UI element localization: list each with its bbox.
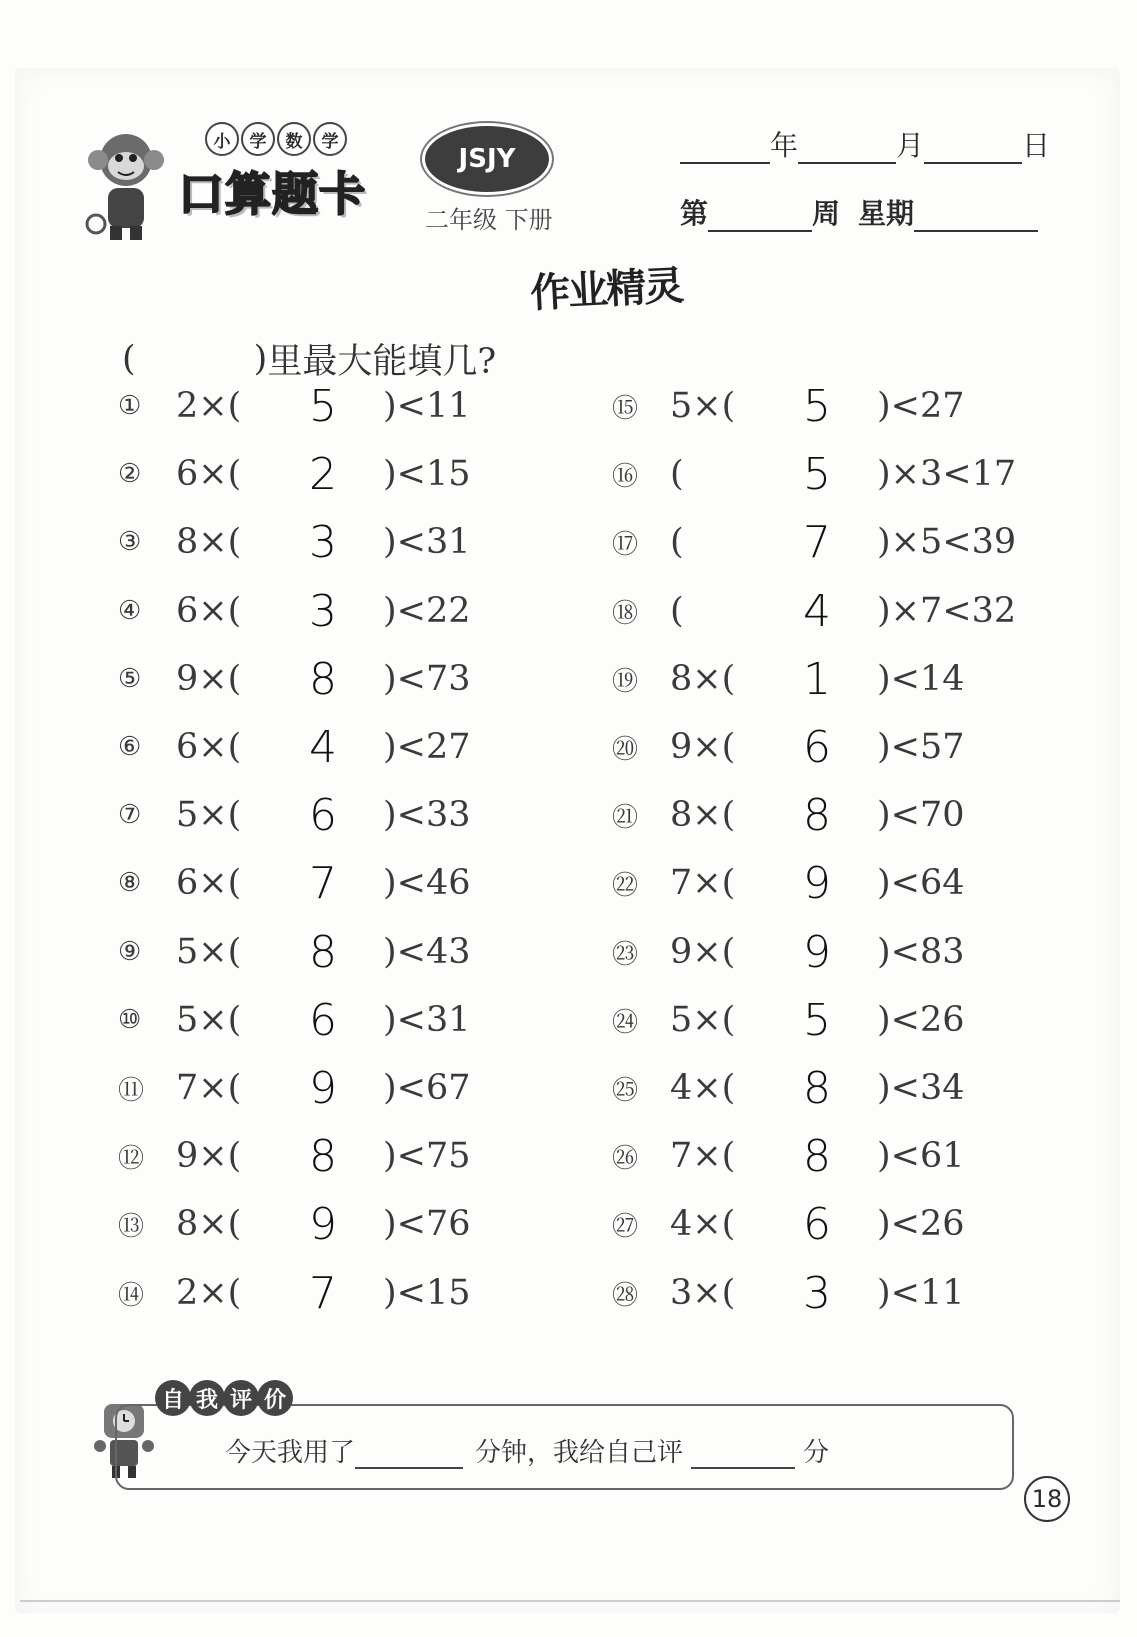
problem-left: 8×( [670,659,736,699]
problem-item [612,1131,992,1181]
problem-right: )<64 [877,863,965,903]
problem-number: ⑦ [118,800,142,830]
problem-number: ⑫ [118,1143,145,1174]
problem-left: 7×( [176,1068,242,1108]
problem-left: ( [670,522,684,562]
problem-answer[interactable]: 9 [309,1198,337,1250]
problem-item [118,790,498,840]
problem-answer[interactable]: 3 [803,1267,831,1319]
problem-answer[interactable]: 9 [309,1062,337,1114]
year-blank[interactable] [680,132,770,164]
problem-right: )<27 [383,727,471,767]
instruction-paren-close: ) [253,339,268,379]
problem-item [612,722,992,772]
problem-right: )×5<39 [877,522,1017,562]
problem-answer[interactable]: 5 [803,380,831,432]
handwritten-note: 作业精灵 [529,263,684,317]
problem-right: )<15 [383,1273,471,1313]
problem-item [612,995,992,1045]
problem-right: )<27 [877,386,965,426]
problem-number: ⑬ [118,1211,145,1242]
problem-left: 6×( [176,727,242,767]
problem-item [118,1199,498,1249]
brand-char: 小 [205,122,239,156]
problem-number: ㉖ [612,1143,639,1174]
problem-left: 8×( [176,1204,242,1244]
problem-right: )<15 [383,454,471,494]
problem-number: ㉘ [612,1280,639,1311]
problem-right: )<83 [877,932,965,972]
brand-char: 数 [277,122,311,156]
problem-right: )×3<17 [877,454,1017,494]
brand-title: 口算题卡 [178,167,366,221]
problem-item [118,995,498,1045]
problem-answer[interactable]: 8 [309,653,337,705]
score-blank[interactable] [691,1441,795,1469]
problem-left: 6×( [176,591,242,631]
problem-left: 8×( [670,795,736,835]
self-evaluation-title [155,1380,291,1416]
problem-number: ㉑ [612,802,639,833]
problem-left: 9×( [176,659,242,699]
weekday-label: 星期 [858,197,915,230]
problem-answer[interactable]: 7 [309,1267,337,1319]
problem-item [612,858,992,908]
problem-number: ㉔ [612,1007,639,1038]
monkey-mascot-icon [82,130,170,242]
problem-right: )<75 [383,1136,471,1176]
eval-text-3: 分 [803,1438,830,1468]
problem-left: 9×( [176,1136,242,1176]
problem-answer[interactable]: 3 [309,585,337,637]
problem-answer[interactable]: 7 [803,516,831,568]
problem-number: ⑥ [118,732,142,762]
month-blank[interactable] [798,132,896,164]
year-label: 年 [770,129,799,162]
problem-number: ③ [118,527,142,557]
problem-answer[interactable]: 8 [309,1130,337,1182]
problem-right: )<57 [877,727,965,767]
problem-answer[interactable]: 8 [309,926,337,978]
problem-answer[interactable]: 5 [803,448,831,500]
instruction-paren-open: ( [122,339,136,379]
problem-answer[interactable]: 8 [803,789,831,841]
problem-number: ⑩ [118,1005,142,1035]
page-number: 18 [1024,1476,1070,1522]
problem-item [612,448,1017,500]
problem-number: ⑭ [118,1280,145,1311]
problem-item [612,1063,992,1113]
problem-left: 9×( [670,727,736,767]
self-evaluation-line [225,1432,829,1469]
week-prefix: 第 [680,197,709,230]
problem-number: ㉕ [612,1075,639,1106]
problem-right: )<26 [877,1000,965,1040]
problem-item [118,927,498,977]
problem-number: ⑯ [612,461,639,492]
date-fields [680,124,1050,164]
problem-left: 7×( [670,1136,736,1176]
problem-answer[interactable]: 4 [309,721,337,773]
problem-right: )<11 [877,1273,965,1313]
problem-number: ⑨ [118,937,142,967]
problem-left: 7×( [670,863,736,903]
problem-right: )<11 [383,386,471,426]
problem-right: )×7<32 [877,591,1017,631]
month-label: 月 [896,129,925,162]
problem-item [612,654,992,704]
eval-char: 评 [223,1380,259,1416]
problem-right: )<46 [383,863,471,903]
brand-subtitle [205,122,347,156]
problem-left: 5×( [670,386,736,426]
eval-char: 价 [257,1380,293,1416]
problem-left: 5×( [176,795,242,835]
problem-answer[interactable]: 1 [803,653,831,705]
problem-item [612,927,992,977]
problem-answer[interactable]: 9 [803,857,831,909]
problem-answer[interactable]: 6 [309,994,337,1046]
day-label: 日 [1022,129,1051,162]
problem-number: ② [118,459,142,489]
problem-number: ⑳ [612,734,639,765]
problem-item [612,1199,992,1249]
problem-left: 6×( [176,863,242,903]
problem-left: 5×( [176,1000,242,1040]
problem-left: 4×( [670,1204,736,1244]
problem-number: ④ [118,596,142,626]
brand-char: 学 [241,122,275,156]
problem-item [118,858,498,908]
publisher-badge: JSJY [425,126,549,192]
eval-char: 自 [155,1380,191,1416]
problem-right: )<76 [383,1204,471,1244]
eval-char: 我 [189,1380,225,1416]
problem-item [612,516,1017,568]
problem-right: )<14 [877,659,965,699]
problem-number: ⑰ [612,529,639,560]
problem-item [118,654,498,704]
problem-number: ㉒ [612,870,639,901]
problem-answer[interactable]: 5 [803,994,831,1046]
problem-number: ⑪ [118,1075,145,1106]
problem-left: 2×( [176,1273,242,1313]
week-fields [680,192,1038,232]
problem-item [118,517,498,567]
problem-item [612,585,1017,637]
problem-number: ㉗ [612,1211,639,1242]
problem-item [118,1063,498,1113]
problem-answer[interactable]: 6 [309,789,337,841]
brand-char: 学 [313,122,347,156]
problem-right: )<31 [383,522,471,562]
weekday-blank[interactable] [914,200,1038,232]
problem-left: 4×( [670,1068,736,1108]
problem-right: )<22 [383,591,471,631]
minutes-blank[interactable] [355,1441,463,1469]
problem-item [118,722,498,772]
problem-right: )<31 [383,1000,471,1040]
problem-right: )<33 [383,795,471,835]
problem-answer[interactable]: 2 [309,448,337,500]
problem-answer[interactable]: 7 [309,857,337,909]
problem-right: )<26 [877,1204,965,1244]
problem-answer[interactable]: 5 [309,380,337,432]
problem-right: )<43 [383,932,471,972]
problem-number: ⑧ [118,868,142,898]
problem-answer[interactable]: 8 [803,1062,831,1114]
problem-number: ⑲ [612,666,639,697]
problem-right: )<70 [877,795,965,835]
problem-item [118,1268,498,1318]
problem-answer[interactable]: 9 [803,926,831,978]
problem-item [612,1268,992,1318]
problem-answer[interactable]: 4 [803,585,831,637]
problem-left: ( [670,591,684,631]
problem-right: )<73 [383,659,471,699]
grade-label: 二年级 下册 [425,206,553,234]
problem-right: )<61 [877,1136,965,1176]
problem-left: 9×( [670,932,736,972]
problem-left: 5×( [670,1000,736,1040]
eval-text-2: 分钟，我给自己评 [475,1438,684,1468]
problem-item [118,586,498,636]
problem-answer[interactable]: 8 [803,1130,831,1182]
problem-number: ⑱ [612,598,639,629]
problem-right: )<34 [877,1068,965,1108]
problem-left: ( [670,454,684,494]
problem-left: 8×( [176,522,242,562]
problem-number: ⑤ [118,664,142,694]
problem-answer[interactable]: 6 [803,721,831,773]
instruction [122,334,496,384]
problem-item [118,381,498,431]
problem-number: ⑮ [612,393,639,424]
problem-left: 6×( [176,454,242,494]
week-blank[interactable] [708,200,812,232]
problem-item [612,790,992,840]
problem-item [612,381,992,431]
bottom-divider [20,1600,1120,1602]
problem-left: 2×( [176,386,242,426]
problem-number: ㉓ [612,939,639,970]
eval-text-1: 今天我用了 [225,1438,356,1468]
problem-left: 3×( [670,1273,736,1313]
problem-answer[interactable]: 3 [309,516,337,568]
problem-left: 5×( [176,932,242,972]
problem-item [118,449,498,499]
day-blank[interactable] [924,132,1022,164]
problem-right: )<67 [383,1068,471,1108]
week-label: 周 [812,197,841,230]
instruction-text: 里最大能填几? [267,342,497,382]
problem-item [118,1131,498,1181]
problem-answer[interactable]: 6 [803,1198,831,1250]
problem-number: ① [118,391,142,421]
